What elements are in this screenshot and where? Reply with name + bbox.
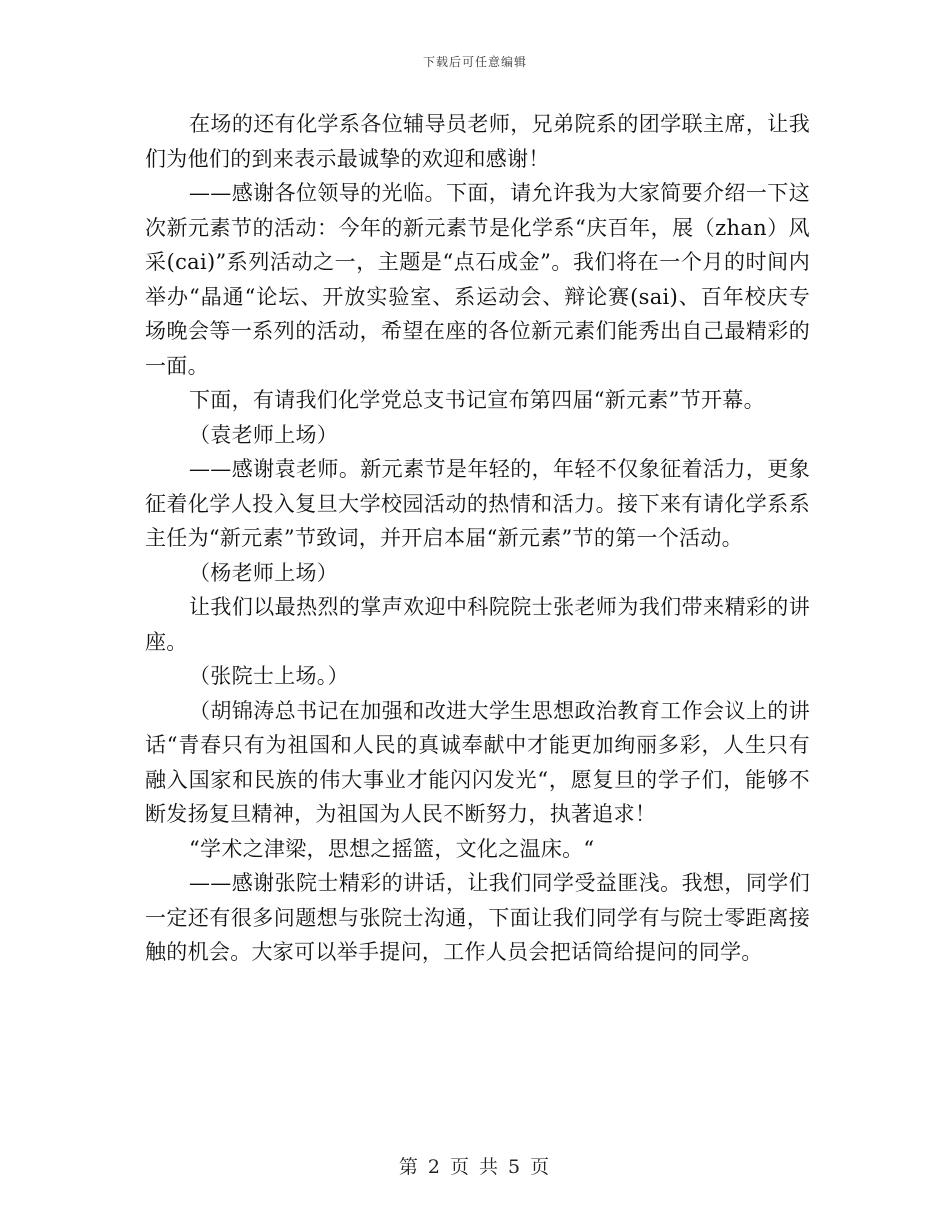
- document-body: [145, 107, 810, 970]
- paragraph: ——感谢张院士精彩的讲话，让我们同学受益匪浅。我想，同学们一定还有很多问题想与张院士沟通，下面让我们同学有与院士零距离接触的机会。大家可以举手提问，工作人员会把话筒给提问的同学。: [145, 871, 810, 964]
- paragraph: 下面，有请我们化学党总支书记宣布第四届“新元素”节开幕。: [189, 388, 765, 412]
- paragraph: ——感谢袁老师。新元素节是年轻的，年轻不仅象征着活力，更象征着化学人投入复旦大学校园活动的热情和活力。接下来有请化学系系主任为“新元素”节致词，并开启本届“新元素”节的第一个活动。: [145, 457, 810, 550]
- paragraph: 让我们以最热烈的掌声欢迎中科院院士张老师为我们带来精彩的讲座。: [145, 595, 810, 654]
- quote: “学术之津梁，思想之摇篮，文化之温床。“: [189, 836, 595, 861]
- page-header-note: 下载后可任意编辑: [422, 55, 527, 69]
- paragraph: ——感谢各位领导的光临。下面，请允许我为大家简要介绍一下这次新元素节的活动：今年的新元素节是化学系“庆百年，展（zhan）风采(cai)”系列活动之一，主题是“点石成金”。我们将在一个月的时间内举办“晶通“论坛、开放实验室、系运动会、辩论赛(sai)、百年校庆专场晚会等一系列的活动，希望在座的各位新元素们能秀出自己最精彩的一面。: [145, 181, 810, 378]
- paragraph: 在场的还有化学系各位辅导员老师，兄弟院系的团学联主席，让我们为他们的到来表示最诚挚的欢迎和感谢！: [145, 112, 810, 171]
- stage-direction: （杨老师上场）: [189, 560, 339, 585]
- page-number: 第 2 页 共 5 页: [398, 1156, 552, 1178]
- paragraph: （胡锦涛总书记在加强和改进大学生思想政治教育工作会议上的讲话“青春只有为祖国和人民的真诚奉献中才能更加绚丽多彩，人生只有融入国家和民族的伟大事业才能闪闪发光“，愿复旦的学子们，能够不断发扬复旦精神，为祖国为人民不断努力，执著追求！: [145, 698, 810, 826]
- stage-direction: （张院士上场。）: [189, 664, 349, 688]
- stage-direction: （袁老师上场）: [189, 422, 339, 447]
